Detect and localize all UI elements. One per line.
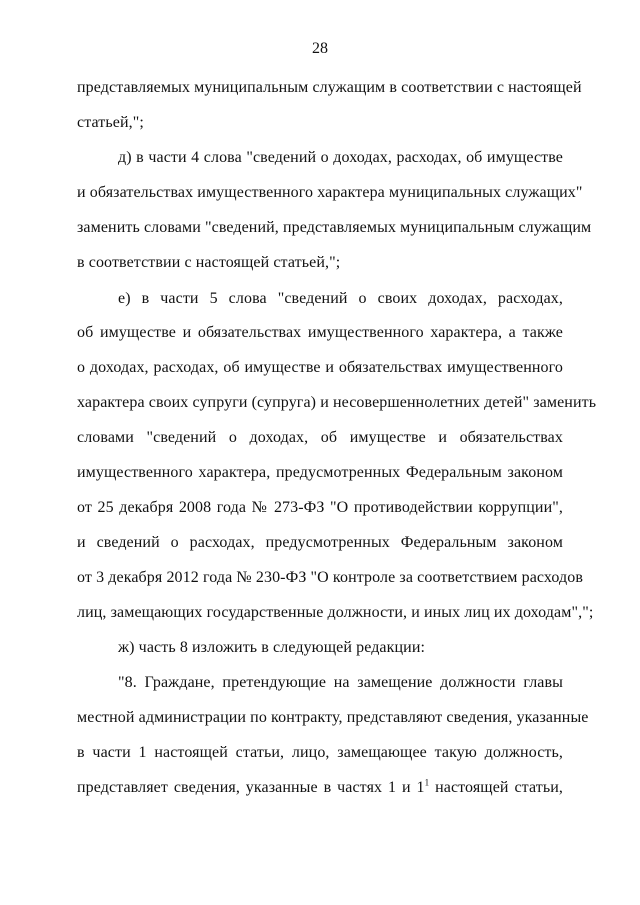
page-number: 28: [312, 40, 328, 57]
text-line: лиц, замещающих государственные должности, и иных лиц их доходам",";: [77, 604, 594, 621]
text-line: и обязательствах имущественного характера муниципальных служащих": [77, 184, 583, 201]
text-line-with-superscript: [77, 777, 563, 799]
text-line: и сведений о расходах, предусмотренных Федеральным законом: [77, 534, 563, 551]
text-line: представляемых муниципальным служащим в соответствии с настоящей: [77, 79, 582, 96]
text-line: от 25 декабря 2008 года № 273-ФЗ "О противодействии коррупции",: [77, 499, 563, 516]
text-line: статьей,";: [77, 114, 144, 131]
text-line: заменить словами "сведений, представляемых муниципальным служащим: [77, 219, 592, 236]
text-line: ж) часть 8 изложить в следующей редакции:: [118, 639, 426, 656]
text-line: местной администрации по контракту, представляют сведения, указанные: [77, 709, 589, 726]
text-line: в части 1 настоящей статьи, лицо, замещающее такую должность,: [77, 744, 563, 761]
text-line: "8. Граждане, претендующие на замещение должности главы: [118, 674, 563, 691]
text-line: характера своих супруги (супруга) и несовершеннолетних детей" заменить: [77, 394, 597, 411]
text-fragment: представляет сведения, указанные в частях 1 и 1: [77, 779, 425, 796]
text-fragment: настоящей статьи,: [429, 779, 564, 796]
text-line: от 3 декабря 2012 года № 230-ФЗ "О контроле за соответствием расходов: [77, 569, 584, 586]
text-line: е) в части 5 слова "сведений о своих доходах, расходах,: [118, 290, 563, 307]
text-line: в соответствии с настоящей статьей,";: [77, 254, 341, 271]
text-line: об имуществе и обязательствах имущественного характера, а также: [77, 324, 563, 341]
text-line: имущественного характера, предусмотренных Федеральным законом: [77, 464, 563, 481]
superscript: 1: [424, 777, 430, 788]
text-line: д) в части 4 слова "сведений о доходах, расходах, об имуществе: [118, 149, 563, 166]
text-line: словами "сведений о доходах, об имуществе и обязательствах: [77, 429, 563, 446]
text-line: о доходах, расходах, об имуществе и обязательствах имущественного: [77, 359, 563, 376]
